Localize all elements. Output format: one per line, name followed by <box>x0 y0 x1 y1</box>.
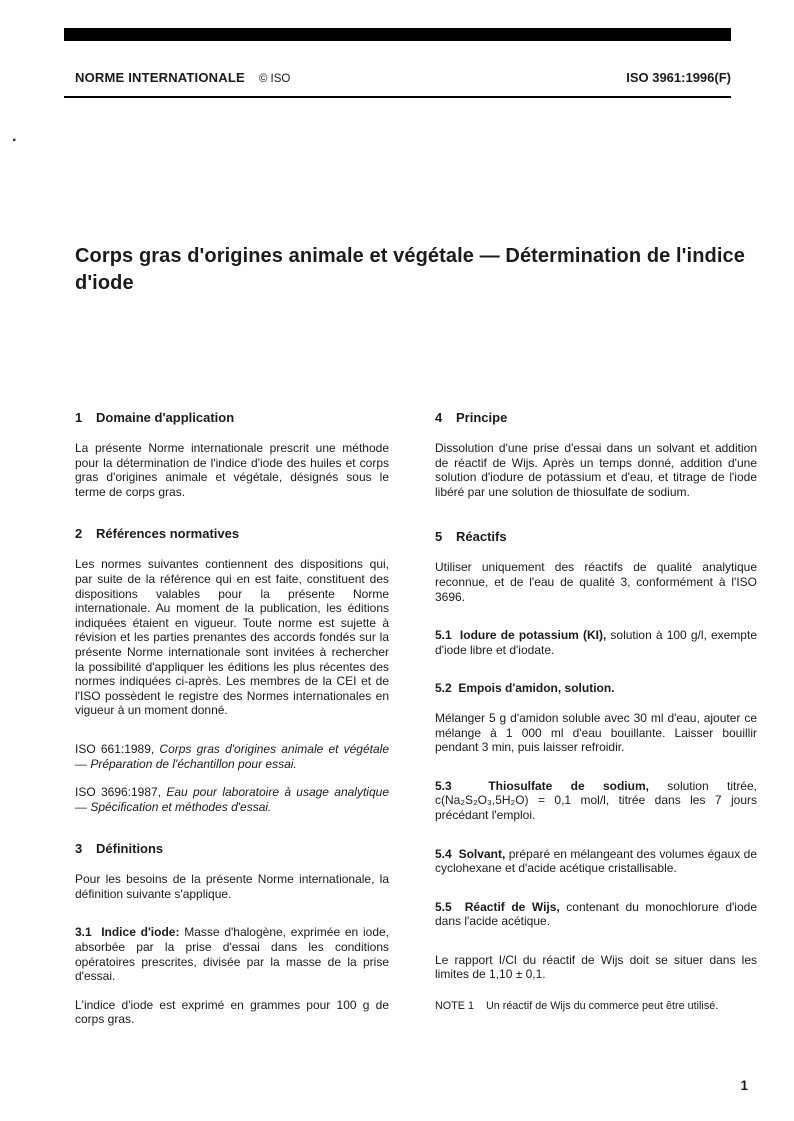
page-header <box>75 70 731 85</box>
note-text: Un réactif de Wijs du commerce peut être utilisé. <box>486 1000 719 1013</box>
definition-paragraph <box>75 925 389 983</box>
reagent-paragraph-5-5 <box>435 900 757 929</box>
section-heading-4 <box>435 410 757 425</box>
section-title-text: Références normatives <box>96 526 240 542</box>
reference-id: ISO 661:1989, <box>75 741 160 756</box>
left-column <box>75 410 389 1041</box>
reference-title: Eau pour laboratoire à usage analytique — Spécification et méthodes d'essai. <box>75 785 389 814</box>
paragraph: Les normes suivantes contiennent des dispositions qui, par suite de la référence qui en est faite, constituent des dispositions valables pour la présente Norme internationale. Au moment de la publication, les éditions indiquées étaient en vigueur. Toute norme est sujette à révision et les parties prenantes des accords fondés sur la présente Norme internationale sont invitées à rechercher la possibilité d'appliquer les éditions les plus récentes des normes indiquées ci-après. Les membres de la CEI et de l'ISO possèdent le registre des Normes internationales en vigueur à un moment donné. <box>75 557 389 718</box>
copyright-mark: © ISO <box>258 73 291 85</box>
reagent-paragraph-5-3 <box>435 779 757 823</box>
paragraph: L'indice d'iode est exprimé en grammes pour 100 g de corps gras. <box>75 997 389 1027</box>
reagent-text: solution titrée, c(Na₂S₂O₃,5H₂O) = 0,1 mol/l, titrée dans les 7 jours précédant l'emploi. <box>435 778 757 822</box>
section-title-text: Réactifs <box>456 529 507 545</box>
right-column <box>435 410 757 1041</box>
reagent-term: 5.3 Thiosulfate de sodium, <box>435 778 668 793</box>
header-left <box>75 70 290 85</box>
section-heading-3 <box>75 841 389 856</box>
section-title-text: Principe <box>456 410 508 425</box>
reagent-paragraph-5-4 <box>435 847 757 876</box>
paragraph: Dissolution d'une prise d'essai dans un solvant et addition de réactif de Wijs. Après un temps donné, addition d'une solution d'iodure de potassium et d'eau, et titrage de l'iode libéré par une solution de thiosulfate de sodium. <box>435 441 757 499</box>
section-number: 5 <box>435 529 443 545</box>
reference-id: ISO 3696:1987, <box>75 785 167 800</box>
document-title: Corps gras d'origines animale et végétale — Détermination de l'indice d'iode <box>75 245 745 294</box>
normative-reference <box>75 742 389 771</box>
reagent-paragraph-5-1 <box>435 628 757 657</box>
page-number: 1 <box>740 1078 748 1093</box>
reagent-heading-5-2: 5.2 Empois d'amidon, solution. <box>435 681 615 696</box>
paragraph: Mélanger 5 g d'amidon soluble avec 30 ml d'eau, ajouter ce mélange à 1 000 ml d'eau bouillante. Laisser bouillir pendant 3 min, puis laisser refroidir. <box>435 710 757 755</box>
section-number: 2 <box>75 526 83 542</box>
section-number: 1 <box>75 410 83 425</box>
normative-reference <box>75 785 389 814</box>
document-reference: ISO 3961:1996(F) <box>626 70 731 85</box>
section-title-text: Définitions <box>96 841 164 857</box>
paragraph: Pour les besoins de la présente Norme internationale, la définition suivante s'applique. <box>75 872 389 901</box>
paragraph: Utiliser uniquement des réactifs de qualité analytique reconnue, et de l'eau de qualité 3, conformément à l'ISO 3696. <box>435 560 757 604</box>
header-rule <box>64 96 731 98</box>
reagent-text: solution à 100 g/l, exempte d'iode libre et d'iodate. <box>435 628 757 657</box>
reagent-term: 5.5 Réactif de Wijs, <box>435 899 567 914</box>
reagent-text: contenant du monochlorure d'iode dans l'acide acétique. <box>435 899 757 929</box>
section-number: 4 <box>435 410 443 425</box>
section-title-text: Domaine d'application <box>96 410 235 425</box>
reagent-term: 5.4 Solvant, <box>435 846 509 861</box>
reagent-text: préparé en mélangeant des volumes égaux de cyclohexane et d'acide acétique cristallisable. <box>435 846 758 876</box>
definition-term: 3.1 Indice d'iode: <box>75 925 185 940</box>
two-column-body <box>75 410 757 1041</box>
header-black-bar <box>64 28 731 41</box>
note <box>435 1000 757 1013</box>
section-heading-1 <box>75 410 389 425</box>
section-number: 3 <box>75 841 83 857</box>
definition-text: Masse d'halogène, exprimée en iode, absorbée par la prise d'essai dans les conditions opératoires prescrites, divisée par la masse de la prise d'essai. <box>75 925 389 984</box>
section-heading-5 <box>435 529 757 544</box>
paragraph: La présente Norme internationale prescrit une méthode pour la détermination de l'indice d'iode des huiles et corps gras d'origines animale et végétale, désignés sous le terme de corps gras. <box>75 441 389 499</box>
section-heading-2 <box>75 526 389 541</box>
reagent-term: 5.1 Iodure de potassium (KI), <box>435 628 611 643</box>
paragraph: Le rapport I/Cl du réactif de Wijs doit se situer dans les limites de 1,10 ± 0,1. <box>435 952 757 982</box>
reference-title: Corps gras d'origines animale et végétale — Préparation de l'échantillon pour essai. <box>75 741 389 771</box>
margin-mark: . <box>12 128 17 145</box>
note-label: NOTE 1 <box>435 1000 474 1013</box>
publication-title: NORME INTERNATIONALE <box>75 70 245 85</box>
